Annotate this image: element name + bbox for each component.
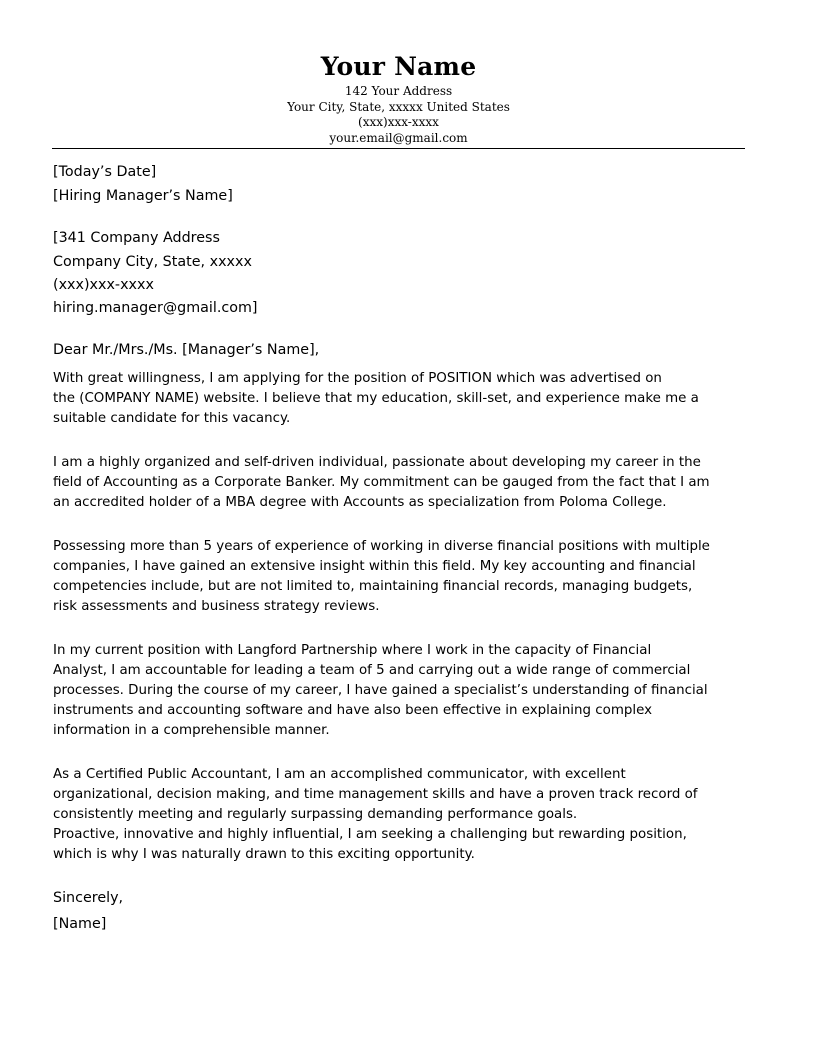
company-city: Company City, State, xxxxx [53, 254, 252, 270]
paragraph-line: competencies include, but are not limited to, maintaining financial records, managing budgets, [53, 579, 693, 594]
company-phone: (xxx)xxx-xxxx [53, 277, 154, 293]
body-paragraphs [53, 369, 753, 865]
sender-city-line: Your City, State, xxxxx United States [287, 99, 510, 114]
body-paragraph [53, 537, 753, 617]
paragraph-line: Possessing more than 5 years of experience of working in diverse financial positions with multiple [53, 539, 710, 554]
paragraph-line: suitable candidate for this vacancy. [53, 411, 291, 426]
closing: Sincerely, [53, 890, 124, 906]
company-address: [341 Company Address [53, 230, 220, 246]
paragraph-line: an accredited holder of a MBA degree with Accounts as specialization from Poloma College. [53, 495, 667, 510]
paragraph-line: As a Certified Public Accountant, I am an accomplished communicator, with excellent [53, 767, 626, 782]
date-line: [Today’s Date] [53, 164, 157, 180]
company-email: hiring.manager@gmail.com] [53, 300, 258, 316]
body-paragraph [53, 825, 753, 865]
paragraph-line: In my current position with Langford Partnership where I work in the capacity of Financial [53, 643, 652, 658]
paragraph-line: Proactive, innovative and highly influential, I am seeking a challenging but rewarding position, [53, 827, 687, 842]
sender-name: Your Name [320, 52, 477, 81]
paragraph-line: I am a highly organized and self-driven individual, passionate about developing my career in the [53, 455, 701, 470]
paragraph-line: instruments and accounting software and have also been effective in explaining complex [53, 703, 653, 718]
sender-email: your.email@gmail.com [329, 130, 468, 145]
paragraph-line: processes. During the course of my career, I have gained a specialist’s understanding of financial [53, 683, 708, 698]
paragraph-line: the (COMPANY NAME) website. I believe that my education, skill-set, and experience make me a [53, 391, 699, 406]
letter-body [53, 160, 753, 937]
paragraph-line: which is why I was naturally drawn to this exciting opportunity. [53, 847, 475, 862]
salutation: Dear Mr./Mrs./Ms. [Manager’s Name], [53, 342, 320, 358]
body-paragraph [53, 453, 753, 513]
recipient-block [53, 160, 753, 320]
paragraph-line: Analyst, I am accountable for leading a team of 5 and carrying out a wide range of commercial [53, 663, 691, 678]
paragraph-line: companies, I have gained an extensive insight within this field. My key accounting and financial [53, 559, 696, 574]
body-paragraph [53, 765, 753, 825]
paragraph-line: organizational, decision making, and time management skills and have a proven track record of [53, 787, 698, 802]
body-paragraph [53, 369, 753, 429]
sender-address: 142 Your Address [344, 84, 453, 98]
paragraph-line: information in a comprehensible manner. [53, 723, 330, 738]
signature: [Name] [53, 916, 107, 932]
paragraph-line: With great willingness, I am applying for the position of POSITION which was advertised on [53, 371, 662, 386]
hiring-manager-name: [Hiring Manager’s Name] [53, 188, 233, 204]
body-paragraph [53, 641, 753, 741]
paragraph-line: risk assessments and business strategy reviews. [53, 599, 380, 614]
sender-phone: (xxx)xxx-xxxx [358, 115, 439, 129]
header-divider [52, 148, 745, 149]
letter-header [52, 50, 745, 146]
paragraph-line: consistently meeting and regularly surpassing demanding performance goals. [53, 807, 578, 822]
paragraph-line: field of Accounting as a Corporate Banker. My commitment can be gauged from the fact that I am [53, 475, 710, 490]
